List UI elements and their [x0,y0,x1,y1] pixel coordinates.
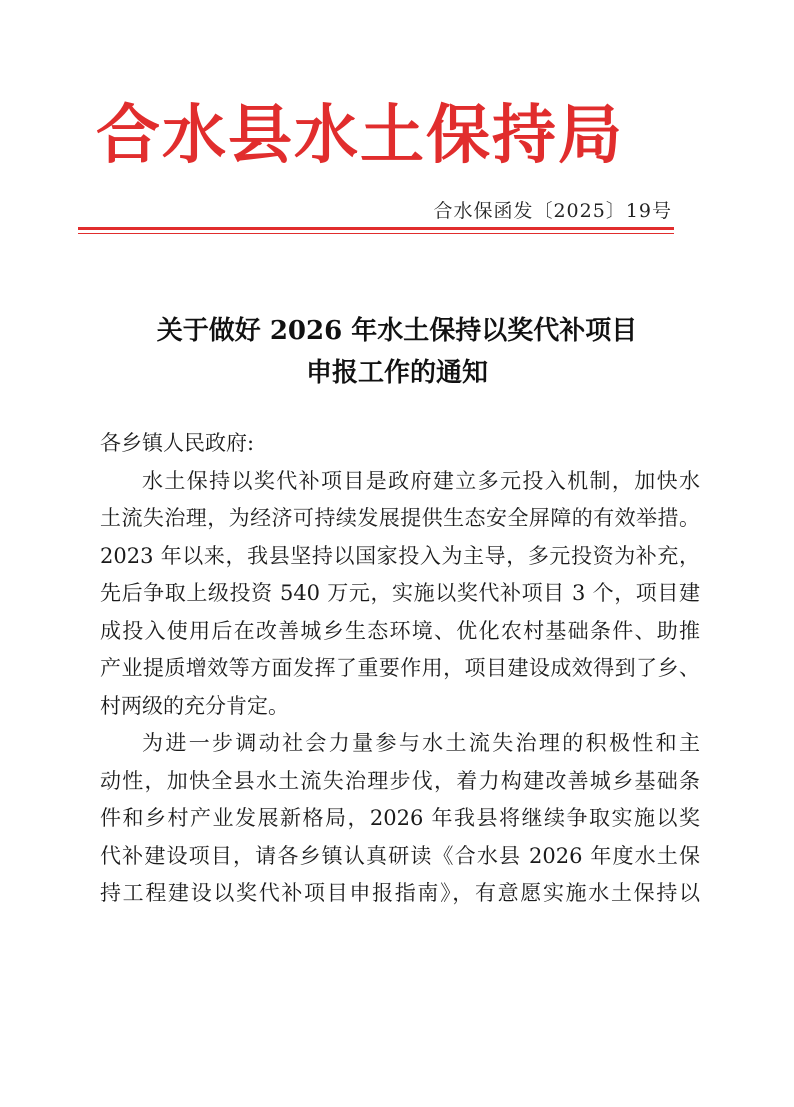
paragraph-2-line: 代补建设项目，请各乡镇认真研读《合水县 2026 年度水土保 [100,843,700,868]
paragraph-2-line: 件和乡村产业发展新格局，2026 年我县将继续争取实施以奖 [100,806,700,830]
paragraph-1-line: 2023 年以来，我县坚持以国家投入为主导，多元投资为补充， [100,543,700,568]
paragraph-2-line: 为进一步调动社会力量参与水土流失治理的积极性和主 [142,731,700,755]
document-number: 合水保函发〔2025〕19号 [433,200,672,222]
paragraph-2 [100,725,700,913]
paragraph-1-line: 土流失治理，为经济可持续发展提供生态安全屏障的有效举措。 [100,506,700,530]
paragraph-1-line: 先后争取上级投资 540 万元，实施以奖代补项目 3 个，项目建 [100,581,700,605]
salutation: 各乡镇人民政府: [100,431,255,455]
paragraph-2-line: 动性，加快全县水土流失治理步伐，着力构建改善城乡基础条 [100,768,700,793]
paragraph-2-line: 持工程建设以奖代补项目申报指南》，有意愿实施水土保持以 [100,881,700,905]
paragraph-1 [100,463,700,726]
paragraph-1-line: 村两级的充分肯定。 [100,693,289,718]
paragraph-1-line: 成投入使用后在改善城乡生态环境、优化农村基础条件、助推 [100,618,700,643]
title-line-2: 申报工作的通知 [305,358,488,388]
red-header-rule-thin [78,233,674,234]
paragraph-1-line: 产业提质增效等方面发挥了重要作用，项目建设成效得到了乡、 [100,656,700,680]
title-line-1: 关于做好 2026 年水土保持以奖代补项目 [156,316,638,346]
issuing-organization-header: 合水县水土保持局 [96,99,624,173]
paragraph-1-line: 水土保持以奖代补项目是政府建立多元投入机制，加快水 [142,468,700,493]
red-header-rule [78,227,674,230]
notice-title [0,310,794,394]
notice-body [100,425,700,913]
